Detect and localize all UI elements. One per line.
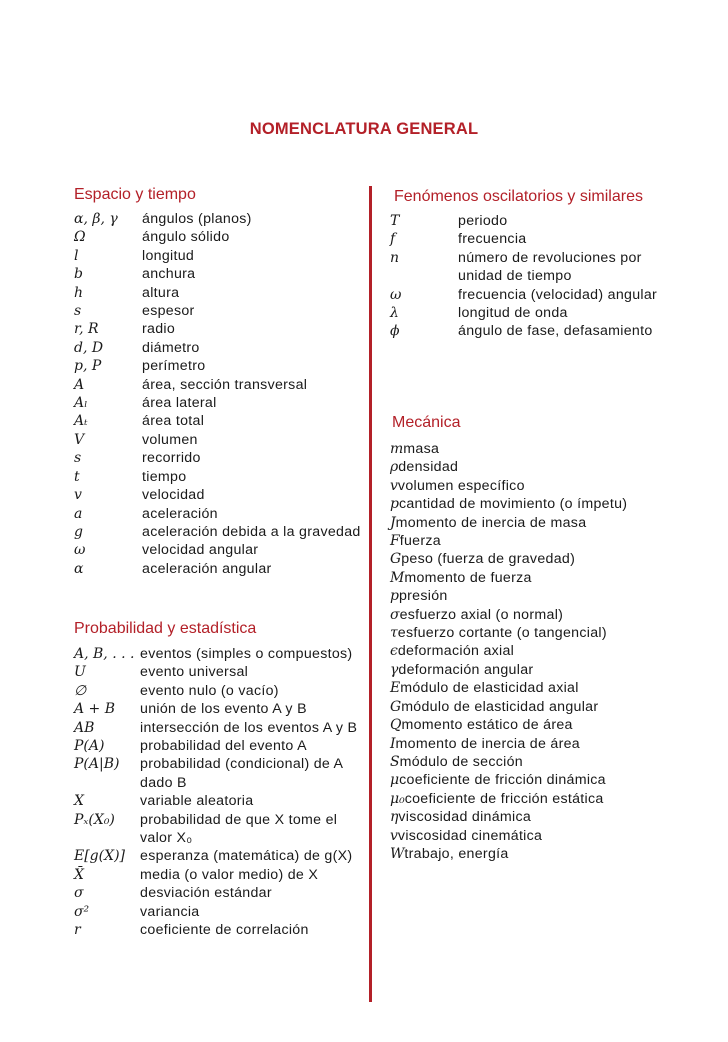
symbol: M: [390, 569, 405, 586]
symbol: p, P: [74, 358, 102, 375]
definition: peso (fuerza de gravedad): [401, 551, 576, 568]
symbol: S: [390, 753, 400, 770]
column-divider: [369, 186, 372, 1002]
definition: aceleración angular: [142, 560, 272, 577]
definition: probabilidad de que X tome el valor X₀: [140, 811, 338, 847]
definition: volumen específico: [397, 477, 525, 494]
definition: esfuerzo cortante (o tangencial): [397, 625, 607, 642]
list-item: [390, 495, 690, 513]
definition: viscosidad cinemática: [397, 827, 543, 844]
list-item: [74, 719, 366, 737]
definition: intersección de los eventos A y B: [140, 719, 358, 736]
list-item: [74, 560, 364, 578]
definition: coeficiente de fricción estática: [404, 790, 604, 807]
symbol: σ²: [74, 903, 90, 920]
definition: módulo de sección: [399, 753, 523, 770]
definition: recorrido: [142, 450, 201, 467]
symbol: t: [74, 468, 80, 485]
symbol: U: [74, 664, 86, 681]
list-item: [390, 827, 690, 845]
definition: frecuencia (velocidad) angular: [458, 286, 658, 303]
definition: diámetro: [142, 339, 200, 356]
symbol: W: [390, 845, 405, 862]
symbol: a: [74, 505, 83, 522]
symbol: λ: [390, 305, 399, 322]
symbol: μ: [390, 772, 400, 789]
list-item: [390, 716, 690, 734]
list-item: [74, 541, 364, 559]
list-item: [74, 284, 364, 302]
list-item: [390, 322, 690, 340]
list-item: [74, 247, 364, 265]
definition: aceleración debida a la gravedad: [142, 523, 361, 540]
definition: módulo de elasticidad angular: [401, 698, 599, 715]
definition: probabilidad del evento A: [140, 738, 307, 755]
section-heading-space-time: Espacio y tiempo: [74, 186, 196, 203]
definition: momento de inercia de área: [395, 735, 580, 752]
probability-list: [74, 645, 366, 940]
definition: coeficiente de correlación: [140, 922, 309, 939]
definition: evento universal: [140, 664, 249, 681]
list-item: [390, 661, 690, 679]
definition: área, sección transversal: [142, 376, 308, 393]
definition: ángulo de fase, defasamiento: [458, 323, 653, 340]
list-item: [390, 845, 690, 863]
symbol: Aₜ: [74, 413, 88, 430]
space-time-list: [74, 210, 364, 578]
list-item: [390, 550, 690, 568]
list-item: [74, 682, 366, 700]
list-item: [74, 468, 364, 486]
symbol: n: [390, 249, 400, 266]
page-title: NOMENCLATURA GENERAL: [249, 120, 479, 138]
symbol: f: [390, 231, 396, 248]
definition: número de revoluciones por unidad de tiempo: [458, 249, 642, 285]
definition: tiempo: [142, 468, 187, 485]
symbol: ϵ: [390, 643, 398, 660]
list-item: [74, 449, 364, 467]
definition: aceleración: [142, 505, 218, 522]
symbol: G: [390, 551, 402, 568]
list-item: [74, 228, 364, 246]
list-item: [390, 440, 690, 458]
symbol: I: [390, 735, 396, 752]
list-item: [74, 394, 364, 412]
symbol: A + B: [74, 701, 116, 718]
list-item: [390, 606, 690, 624]
definition: velocidad: [142, 487, 205, 504]
symbol: h: [74, 284, 84, 301]
definition: perímetro: [142, 358, 206, 375]
symbol: b: [74, 266, 83, 283]
list-item: [74, 486, 364, 504]
list-item: [390, 642, 690, 660]
definition: presión: [398, 588, 448, 605]
list-item: [390, 212, 690, 230]
symbol: v: [390, 827, 398, 844]
definition: longitud: [142, 247, 195, 264]
definition: área total: [142, 413, 205, 430]
symbol: v: [390, 477, 398, 494]
list-item: [390, 477, 690, 495]
mechanics-list: [390, 440, 690, 863]
definition: cantidad de movimiento (o ímpetu): [398, 496, 628, 513]
symbol: Aₗ: [74, 395, 88, 412]
list-item: [74, 645, 366, 663]
symbol: J: [390, 514, 396, 531]
list-item: [390, 304, 690, 322]
list-item: [74, 302, 364, 320]
symbol: v: [74, 487, 82, 504]
definition: deformación angular: [398, 661, 534, 678]
symbol: F: [390, 533, 400, 550]
list-item: [390, 230, 690, 248]
definition: frecuencia: [458, 231, 527, 248]
symbol: σ: [390, 606, 400, 623]
definition: media (o valor medio) de X: [140, 866, 319, 883]
list-item: [74, 412, 364, 430]
symbol: V: [74, 431, 85, 448]
symbol: s: [74, 303, 82, 320]
definition: densidad: [398, 459, 459, 476]
definition: masa: [403, 441, 440, 457]
list-item: [74, 376, 364, 394]
symbol: η: [390, 809, 399, 826]
list-item: [74, 663, 366, 681]
list-item: [390, 249, 690, 286]
list-item: [74, 505, 364, 523]
symbol: g: [74, 523, 83, 540]
symbol: E: [390, 680, 401, 697]
symbol: A, B, . . .: [74, 646, 135, 662]
symbol: μ₀: [390, 790, 405, 807]
definition: fuerza: [399, 533, 441, 550]
definition: trabajo, energía: [404, 845, 509, 862]
symbol: ω: [390, 286, 402, 303]
symbol: T: [390, 213, 400, 229]
list-item: [390, 771, 690, 789]
list-item: [74, 811, 366, 848]
definition: desviación estándar: [140, 885, 272, 902]
definition: momento de fuerza: [404, 569, 532, 586]
list-item: [74, 357, 364, 375]
definition: variancia: [140, 903, 200, 920]
list-item: [74, 903, 366, 921]
definition: altura: [142, 284, 180, 301]
definition: volumen: [142, 431, 198, 448]
symbol: m: [390, 441, 404, 457]
symbol: E[g(X)]: [74, 848, 125, 865]
list-item: [390, 808, 690, 826]
list-item: [74, 884, 366, 902]
definition: longitud de onda: [458, 305, 568, 322]
symbol: d, D: [74, 339, 104, 356]
definition: esperanza (matemática) de g(X): [140, 848, 353, 865]
list-item: [74, 866, 366, 884]
list-item: [390, 679, 690, 697]
list-item: [390, 532, 690, 550]
list-item: [74, 320, 364, 338]
definition: eventos (simples o compuestos): [140, 646, 353, 662]
definition: coeficiente de fricción dinámica: [399, 772, 606, 789]
symbol: Pₓ(X₀): [74, 811, 115, 828]
definition: deformación axial: [397, 643, 515, 660]
definition: evento nulo (o vacío): [140, 682, 279, 699]
symbol: ω: [74, 542, 86, 559]
symbol: r: [74, 922, 81, 939]
symbol: τ: [390, 625, 398, 642]
symbol: γ: [390, 661, 399, 678]
oscillatory-list: [390, 212, 690, 341]
list-item: [390, 698, 690, 716]
definition: unión de los evento A y B: [140, 701, 307, 718]
definition: periodo: [458, 213, 508, 229]
list-item: [390, 286, 690, 304]
symbol: X: [74, 793, 84, 810]
definition: ángulo sólido: [142, 229, 230, 246]
definition: ángulos (planos): [142, 211, 252, 227]
list-item: [390, 753, 690, 771]
list-item: [390, 458, 690, 476]
symbol: G: [390, 698, 402, 715]
list-item: [390, 735, 690, 753]
list-item: [390, 569, 690, 587]
list-item: [74, 523, 364, 541]
definition: espesor: [142, 303, 195, 320]
symbol: P(A|B): [74, 756, 120, 773]
symbol: ρ: [390, 459, 399, 476]
list-item: [390, 514, 690, 532]
symbol: r, R: [74, 321, 99, 338]
definition: radio: [142, 321, 176, 338]
definition: anchura: [142, 266, 196, 283]
list-item: [74, 792, 366, 810]
list-item: [74, 737, 366, 755]
definition: variable aleatoria: [140, 793, 254, 810]
symbol: P(A): [74, 738, 105, 755]
symbol: α: [74, 560, 84, 577]
definition: velocidad angular: [142, 542, 259, 559]
symbol: ϕ: [390, 323, 400, 340]
symbol: A: [74, 376, 85, 393]
list-item: [74, 755, 366, 792]
list-item: [74, 431, 364, 449]
symbol: l: [74, 247, 79, 264]
list-item: [74, 921, 366, 939]
symbol: ∅: [74, 682, 87, 699]
list-item: [74, 700, 366, 718]
symbol: Q: [390, 717, 402, 734]
symbol: X̄: [74, 866, 84, 883]
definition: módulo de elasticidad axial: [400, 680, 579, 697]
section-heading-mechanics: Mecánica: [392, 414, 461, 431]
symbol: AB: [74, 719, 95, 736]
list-item: [74, 265, 364, 283]
symbol: p: [390, 588, 399, 605]
list-item: [74, 847, 366, 865]
list-item: [390, 624, 690, 642]
definition: momento de inercia de masa: [395, 514, 587, 531]
section-heading-oscillatory: Fenómenos oscilatorios y similares: [394, 188, 643, 205]
section-heading-probability: Probabilidad y estadística: [74, 620, 257, 637]
symbol: σ: [74, 885, 84, 902]
symbol: s: [74, 450, 82, 467]
definition: probabilidad (condicional) de A dado B: [140, 756, 343, 791]
list-item: [74, 210, 364, 228]
definition: momento estático de área: [401, 717, 573, 734]
definition: viscosidad dinámica: [398, 809, 532, 826]
symbol: α, β, γ: [74, 211, 118, 227]
list-item: [74, 339, 364, 357]
symbol: p: [390, 496, 399, 513]
list-item: [390, 790, 690, 808]
definition: esfuerzo axial (o normal): [399, 606, 564, 623]
definition: área lateral: [142, 395, 217, 412]
list-item: [390, 587, 690, 605]
symbol: Ω: [74, 229, 86, 246]
